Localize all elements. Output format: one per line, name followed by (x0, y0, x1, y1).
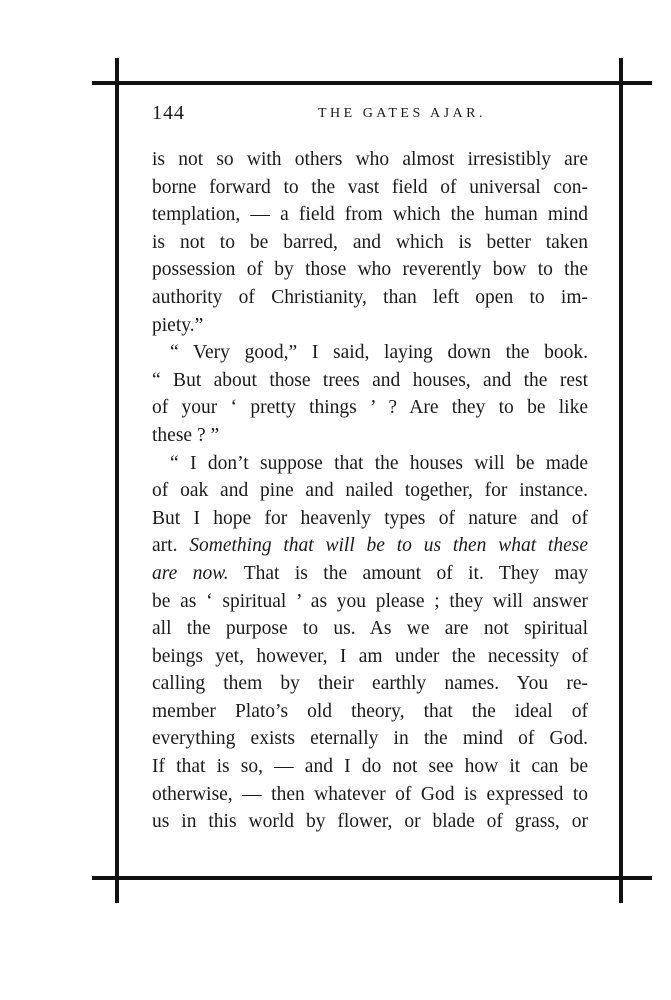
frame-rule-right (619, 58, 623, 903)
text-line: of your ‘ pretty things ’ ? Are they to be like (152, 397, 588, 419)
text-line: member Plato’s old theory, that the ideal of (152, 700, 588, 722)
text-line: beings yet, however, I am under the necessity of (152, 645, 588, 667)
text-line (152, 560, 588, 588)
text-line: everything exists eternally in the mind of God. (152, 728, 588, 750)
text-line: possession of by those who reverently bow to the (152, 259, 588, 281)
body-text (152, 146, 588, 836)
frame-rule-top (92, 81, 652, 85)
text-run: art. (152, 535, 190, 557)
text-line: of oak and pine and nailed together, for instance. (152, 480, 588, 502)
text-line: If that is so, — and I do not see how it can be (152, 756, 588, 778)
running-title: THE GATES AJAR. (317, 106, 486, 121)
text-line: otherwise, — then whatever of God is expressed to (152, 783, 588, 805)
text-line: be as ‘ spiritual ’ as you please ; they will answer (152, 590, 588, 612)
text-line: all the purpose to us. As we are not spiritual (152, 618, 588, 640)
text-line: us in this world by flower, or blade of grass, or (152, 811, 588, 833)
text-line: “ I don’t suppose that the houses will be made (170, 452, 588, 474)
text-line: is not so with others who almost irresistibly are (152, 149, 588, 170)
text-line: piety.” (152, 314, 204, 336)
text-line: But I hope for heavenly types of nature and of (152, 507, 588, 529)
text-line: templation, — a field from which the human mind (152, 204, 588, 226)
frame-rule-left (115, 58, 119, 903)
text-line: borne forward to the vast field of universal con- (152, 176, 588, 198)
frame-rule-bottom (92, 876, 652, 880)
italic-run: are now. (152, 562, 229, 584)
running-head (152, 102, 588, 128)
text-line (152, 532, 588, 560)
text-line: authority of Christianity, than left open to im- (152, 286, 588, 308)
text-run: That is the amount of it. They may (228, 562, 588, 584)
text-line: these ? ” (152, 424, 220, 446)
text-line: “ But about those trees and houses, and the rest (152, 369, 588, 391)
text-line: is not to be barred, and which is better taken (152, 231, 588, 253)
page-number: 144 (152, 102, 185, 124)
italic-run: Something that will be to us then what these (189, 535, 588, 557)
text-line: “ Very good,” I said, laying down the book. (170, 342, 588, 364)
text-line: calling them by their earthly names. You re- (152, 673, 588, 695)
